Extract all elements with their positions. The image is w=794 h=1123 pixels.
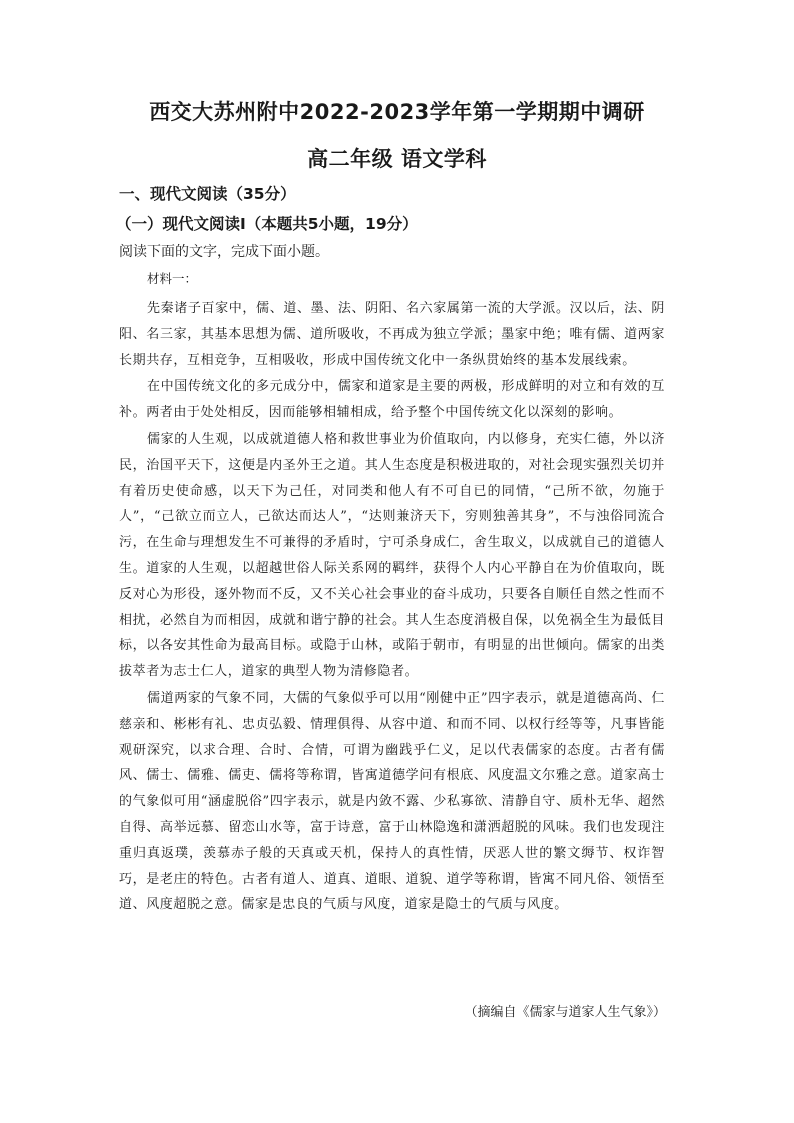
paragraph: 在中国传统文化的多元成分中，儒家和道家是主要的两极，形成鲜明的对立和有效的互补。两者由于处处相反，因而能够相辅相成，给予整个中国传统文化以深刻的影响。 <box>119 379 665 421</box>
source-citation: （摘编自《儒家与道家人生气象》） <box>464 1005 666 1020</box>
section-heading: 一、现代文阅读（35分） <box>119 185 296 203</box>
paragraph: 儒道两家的气象不同，大儒的气象似乎可以用“刚健中正”四字表示，就是道德高尚、仁慈亲和、彬彬有礼、忠贞弘毅、情理俱得、从容中道、和而不同、以权行经等等，凡事皆能观研深究，以求合理、合时、合情，可谓为幽践乎仁义，足以代表儒家的态度。古者有儒风、儒士、儒雅、儒吏、儒将等称谓，皆寓道德学问有根底、风度温文尔雅之意。道家高士的气象似可用“涵虚脱俗”四字表示，就是内敛不露、少私寡欲、清静自守、质朴无华、超然自得、高举远慕、留恋山水等，富于诗意，富于山林隐逸和潇洒超脱的风味。我们也发现注重归真返璞，羡慕赤子般的天真或天机，保持人的真性情，厌恶人世的繁文缛节、权诈智巧，是老庄的特色。古者有道人、道真、道眼、道貌、道学等称谓，皆寓不同凡俗、领悟至道、风度超脱之意。儒家是忠良的气质与风度，道家是隐士的气质与风度。 <box>119 690 665 913</box>
instruction-text: 阅读下面的文字，完成下面小题。 <box>119 244 329 260</box>
paragraph: 儒家的人生观，以成就道德人格和救世事业为价值取向，内以修身，充实仁德，外以济民，治国平天下，这便是内圣外王之道。其人生态度是积极进取的，对社会现实强烈关切并有着历史使命感，以天下为己任，对同类和他人有不可自已的同情，“己所不欲，勿施于人”，“己欲立而立人，己欲达而达人”，“达则兼济天下，穷则独善其身”，不与浊俗同流合污，在生命与理想发生不可兼得的矛盾时，宁可杀身成仁，舍生取义，以成就自己的道德人生。道家的人生观，以超越世俗人际关系网的羁绊，获得个人内心平静自在为价值取向，既反对心为形役，逐外物而不反，又不关心社会事业的奋斗成功，只要各自顺任自然之性而不相扰，必然自为而相因，成就和谐宁静的社会。其人生态度消极自保，以免祸全生为最低目标，以各安其性命为最高目标。或隐于山林，或陷于朝市，有明显的出世倾向。儒家的出类拔萃者为志士仁人，道家的典型人物为清修隐者。 <box>119 431 665 680</box>
material-body <box>119 296 665 919</box>
paragraph: 先秦诸子百家中，儒、道、墨、法、阴阳、名六家属第一流的大学派。汉以后，法、阴阳、名三家，其基本思想为儒、道所吸收，不再成为独立学派；墨家中绝；唯有儒、道两家长期共存，互相竞争，互相吸收，形成中国传统文化中一条纵贯始终的基本发展线索。 <box>119 301 665 368</box>
section-subheading: （一）现代文阅读Ⅰ（本题共5小题，19分） <box>116 215 418 233</box>
exam-title: 西交大苏州附中2022-2023学年第一学期期中调研 <box>149 100 645 124</box>
exam-subtitle: 高二年级 语文学科 <box>307 147 487 171</box>
material-label: 材料一： <box>147 271 198 286</box>
